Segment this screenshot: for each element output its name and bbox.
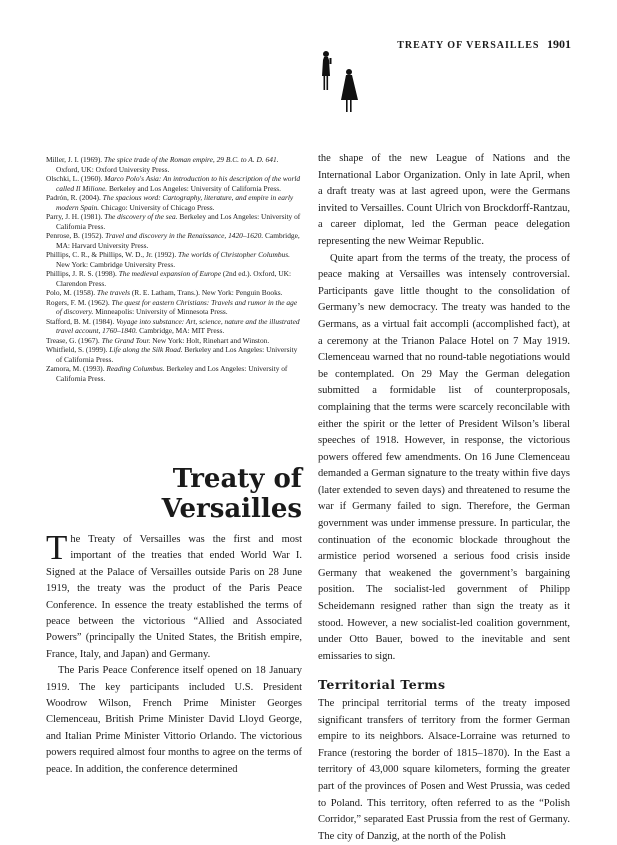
article-title — [100, 464, 302, 524]
reference-author: Stafford, B. M. (1984). — [46, 316, 117, 326]
reference-publisher: Minneapolis: University of Minnesota Press. — [93, 307, 228, 316]
reference-publisher: Cambridge, MA: Harvard University Press. — [56, 231, 300, 250]
references-list — [46, 155, 302, 383]
reference-author: Parry, J. H. (1981). — [46, 212, 105, 221]
left-column-body — [46, 528, 302, 778]
reference-title: The spacious word: Cartography, literature, and empire in early modern Spain. — [56, 193, 294, 212]
reference-title: Reading Columbus. — [106, 364, 165, 373]
conference-paragraph: The Paris Peace Conference itself opened on 18 January 1919. The key participants included U.S. President Woodrow Wilson, French Prime Minister Georges Clemenceau, British Prime Minister David Lloyd George, and Italian Prime Minister Vittorio Orlando. The victorious powers required almost four months to agree on the terms of peace. In addition, the conference determined — [46, 665, 302, 775]
decorative-figures-icon — [316, 46, 366, 116]
reference-publisher: Cambridge, MA: MIT Press. — [137, 326, 225, 335]
page-number: 1901 — [547, 37, 571, 51]
territorial-paragraph: The principal territorial terms of the treaty imposed significant transfers of territory from the former German empire to its neighbors. Alsace-Lorraine was returned to France (restoring the border of 1815–1870). In the East a territory of 43,000 square kilometers, forming the greater part of the provinces of Posen and West Prussia, was ceded to Poland. This territory, often referred to as the “Polish Corridor,” separated East Prussia from the rest of Germany. The city of Danzig, at the north of the Polish — [318, 698, 570, 842]
reference-item — [46, 193, 302, 212]
reference-title: The discovery of the sea. — [104, 212, 178, 221]
reference-publisher: New York: Cambridge University Press. — [56, 259, 176, 269]
reference-author: Phillips, C. R., & Phillips, W. D., Jr. (1992). — [46, 250, 179, 259]
reference-title: The travels — [96, 288, 130, 297]
reference-item — [46, 288, 302, 298]
reference-item — [46, 345, 302, 364]
reference-author: Zamora, M. (1993). — [46, 364, 107, 373]
title-line-1: Treaty of — [172, 464, 302, 494]
reference-author: Whitfield, S. (1999). — [46, 345, 110, 354]
reference-publisher: Oxford, UK: Oxford University Press. — [56, 164, 170, 174]
reference-item — [46, 212, 302, 231]
reference-item — [46, 231, 302, 250]
header-title: TREATY OF VERSAILLES — [397, 40, 540, 51]
intro-text: he Treaty of Versailles was the first and most important of the treaties that ended World War I. Signed at the Palace of Versailles outside Paris on 28 June 1919, the treaty was the product of the Paris Peace Conference. In essence the treaty established the terms of peace between the victorious “Allied and Associated Powers” (principally the United States, the British empire, France, Italy, and Japan) and Germany. — [46, 534, 302, 660]
reference-title: The worlds of Christopher Columbus. — [178, 250, 290, 259]
reference-item — [46, 269, 302, 288]
reference-publisher: (R. E. Latham, Trans.). New York: Penguin Books. — [129, 288, 283, 297]
reference-item — [46, 250, 302, 269]
reference-title: The spice trade of the Roman empire, 29 B.C. to A. D. 641. — [104, 155, 279, 164]
reference-author: Trease, G. (1967). — [46, 335, 102, 345]
section-heading: Territorial Terms — [318, 677, 446, 693]
reference-author: Phillips, J. R. S. (1998). — [46, 269, 119, 278]
reference-title: The quest for eastern Christians: Travels and rumor in the age of discovery. — [56, 297, 298, 316]
title-line-2: Versailles — [161, 494, 302, 524]
running-header — [397, 37, 571, 52]
peace-making-paragraph: Quite apart from the terms of the treaty, the process of peace making at Versailles was intensely controversial. Participants gave little thought to the consolidation of Germany’s new democracy. The treaty was handed to the Germans, as a virtual fait accompli (accomplished fact), at a ceremony at the Trianon Palace Hotel on 7 May 1919. Clemenceau warned that no round-table negotiations would be contemplated. On 29 May the German delegation submitted a formidable list of counterproposals, complaining that the terms were scarcely reconcilable with either the spirit or the letter of President Wilson’s liberal speeches of 1918. However, in response, the victorious powers offered few amendments. On 16 June Clemenceau demanded a German signature to the treaty within five days (later extended to seven days) and threatened to resume the war if Germany failed to sign. Therefore, the German government was under immense pressure. In particular, the continuation of the economic blockade throughout the armistice period worsened a serious food crisis inside Germany that weakened the government’s bargaining position. The socialist-led government of Philipp Scheidemann resigned rather than sign the treaty as it stood. However, a new socialist-led coalition government, under Otto Bauer, bowed to the inevitable and sent emissaries to sign. — [318, 252, 570, 662]
reference-publisher: Chicago: University of Chicago Press. — [99, 202, 215, 212]
reference-title: Travel and discovery in the Renaissance, 1420–1620. — [105, 231, 264, 240]
reference-title: Marco Polo's Asia: An introduction to his description of the world called Il Milione. — [56, 174, 301, 193]
reference-item — [46, 174, 302, 193]
reference-title: Life along the Silk Road. — [109, 345, 183, 354]
reference-item — [46, 317, 302, 336]
reference-title: The medieval expansion of Europe — [118, 269, 222, 278]
reference-author: Polo, M. (1958). — [46, 288, 97, 297]
conference-paragraph-continued: the shape of the new League of Nations and the International Labor Organization. Only in late April, when a draft treaty was at last agreed upon, were the Germans invited to Versailles. Count Ulrich von Brockdorff-Rantzau, a career diplomat, led the German peace delegation representing the new Weimar Republic. — [318, 153, 570, 247]
reference-publisher: Berkeley and Los Angeles: University of California Press. — [56, 345, 298, 364]
reference-publisher: Berkeley and Los Angeles: University of California Press. — [56, 212, 301, 231]
drop-cap: T — [46, 528, 68, 567]
reference-author: Olschki, L. (1960). — [46, 174, 105, 183]
reference-publisher: Berkeley and Los Angeles: University of California Press. — [107, 183, 281, 193]
reference-publisher: New York: Holt, Rinehart and Winston. — [150, 335, 270, 345]
reference-title: Voyage into substance: Art, science, nature and the illustrated travel account, 1760–1840. — [56, 316, 300, 335]
intro-paragraph — [46, 528, 302, 663]
reference-item — [46, 364, 302, 383]
reference-title: The Grand Tour. — [101, 335, 151, 345]
reference-item — [46, 298, 302, 317]
reference-author: Rogers, F. M. (1962). — [46, 297, 112, 307]
reference-author: Padrón, R. (2004). — [46, 193, 103, 202]
reference-publisher: Berkeley and Los Angeles: University of California Press. — [56, 364, 288, 383]
reference-author: Penrose, B. (1952). — [46, 231, 106, 240]
right-column-body — [318, 151, 570, 845]
reference-item — [46, 155, 302, 174]
reference-publisher: (2nd ed.). Oxford, UK: Clarendon Press. — [56, 269, 292, 288]
reference-item — [46, 336, 302, 346]
reference-author: Miller, J. I. (1969). — [46, 155, 104, 164]
